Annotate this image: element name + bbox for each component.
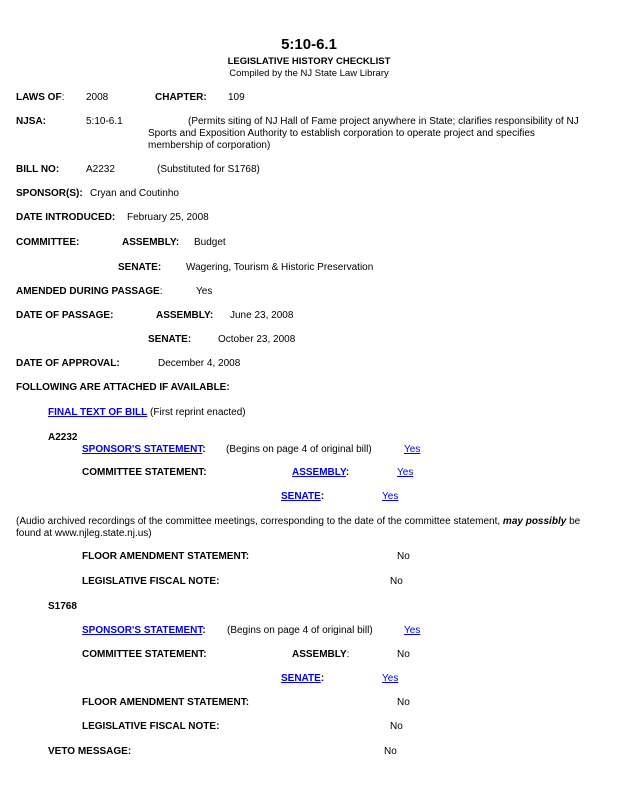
a2232-sponsor-statement-row: SPONSOR'S STATEMENT: bbox=[82, 444, 206, 455]
bill-no-note: (Substituted for S1768) bbox=[157, 164, 260, 175]
s1768-fiscal-label: LEGISLATIVE FISCAL NOTE: bbox=[82, 721, 220, 732]
a2232-assembly-yes[interactable]: Yes bbox=[397, 467, 414, 478]
a2232-floor-label: FLOOR AMENDMENT STATEMENT: bbox=[82, 551, 250, 562]
passage-label: DATE OF PASSAGE: bbox=[16, 310, 114, 321]
s1768-label: S1768 bbox=[48, 601, 77, 612]
s1768-committee-statement-label: COMMITTEE STATEMENT: bbox=[82, 649, 207, 660]
s1768-senate-row: SENATE: bbox=[281, 673, 325, 684]
s1768-sponsor-statement-note: (Begins on page 4 of original bill) bbox=[227, 625, 373, 636]
approval-value: December 4, 2008 bbox=[158, 358, 241, 369]
a2232-fiscal-value: No bbox=[390, 576, 403, 587]
audio-note-before: (Audio archived recordings of the committee meetings, corresponding to the date of the committee statement, bbox=[16, 516, 501, 527]
a2232-assembly-link[interactable]: ASSEMBLY bbox=[292, 467, 346, 478]
njsa-description: (Permits siting of NJ Hall of Fame project anywhere in State; clarifies responsibility of NJ Sports and Exposition Authority to establish corporation to operate project and specifies membership of corporation) bbox=[148, 116, 579, 151]
committee-senate-value: Wagering, Tourism & Historic Preservation bbox=[186, 262, 374, 273]
a2232-senate-link[interactable]: SENATE bbox=[281, 491, 321, 502]
veto-value: No bbox=[384, 746, 397, 757]
a2232-fiscal-label: LEGISLATIVE FISCAL NOTE: bbox=[82, 576, 220, 587]
attached-heading: FOLLOWING ARE ATTACHED IF AVAILABLE: bbox=[16, 382, 230, 393]
s1768-sponsor-statement-row: SPONSOR'S STATEMENT: bbox=[82, 625, 206, 636]
sponsors-value: Cryan and Coutinho bbox=[90, 188, 179, 199]
amended-label-text: AMENDED DURING PASSAGE bbox=[16, 286, 160, 297]
a2232-label: A2232 bbox=[48, 432, 78, 443]
passage-assembly-label: ASSEMBLY: bbox=[156, 310, 214, 321]
a2232-floor-value: No bbox=[397, 551, 410, 562]
a2232-assembly-row: ASSEMBLY: bbox=[292, 467, 350, 478]
a2232-committee-statement-label: COMMITTEE STATEMENT: bbox=[82, 467, 207, 478]
passage-senate-value: October 23, 2008 bbox=[218, 334, 296, 345]
s1768-floor-value: No bbox=[397, 697, 410, 708]
amended-label: AMENDED DURING PASSAGE: bbox=[16, 286, 163, 297]
date-introduced-label: DATE INTRODUCED: bbox=[16, 212, 116, 223]
s1768-sponsor-statement-yes[interactable]: Yes bbox=[404, 625, 421, 636]
approval-label: DATE OF APPROVAL: bbox=[16, 358, 120, 369]
s1768-assembly-row: ASSEMBLY: bbox=[292, 649, 350, 660]
audio-note-after: be found at www.njleg.state.nj.us) bbox=[16, 516, 581, 539]
a2232-sponsor-statement-yes[interactable]: Yes bbox=[404, 444, 421, 455]
passage-assembly-value: June 23, 2008 bbox=[230, 310, 294, 321]
s1768-senate-yes[interactable]: Yes bbox=[382, 673, 399, 684]
a2232-sponsor-statement-link[interactable]: SPONSOR'S STATEMENT bbox=[82, 444, 203, 455]
committee-assembly-value: Budget bbox=[194, 237, 226, 248]
bill-no-value: A2232 bbox=[86, 164, 115, 175]
chapter-label: CHAPTER: bbox=[155, 92, 207, 103]
final-text-row bbox=[48, 407, 246, 418]
checklist-heading: LEGISLATIVE HISTORY CHECKLIST bbox=[227, 56, 391, 67]
s1768-assembly-label: ASSEMBLY bbox=[292, 649, 347, 660]
committee-assembly-label: ASSEMBLY: bbox=[122, 237, 180, 248]
s1768-senate-link[interactable]: SENATE bbox=[281, 673, 321, 684]
sponsors-label: SPONSOR(S): bbox=[16, 188, 83, 199]
audio-note-emphasis: may possibly bbox=[502, 516, 567, 527]
s1768-floor-label: FLOOR AMENDMENT STATEMENT: bbox=[82, 697, 250, 708]
s1768-assembly-value: No bbox=[397, 649, 410, 660]
laws-of-value: 2008 bbox=[86, 92, 109, 103]
laws-of-label-text: LAWS OF bbox=[16, 92, 62, 103]
njsa-label: NJSA: bbox=[16, 116, 47, 127]
a2232-senate-row: SENATE: bbox=[281, 491, 325, 502]
veto-label: VETO MESSAGE: bbox=[48, 746, 132, 757]
bill-no-label: BILL NO: bbox=[16, 164, 60, 175]
final-text-note: (First reprint enacted) bbox=[150, 407, 246, 418]
committee-senate-label: SENATE: bbox=[118, 262, 162, 273]
page-title: 5:10-6.1 bbox=[281, 36, 337, 53]
amended-value: Yes bbox=[196, 286, 213, 297]
laws-of-label: LAWS OF: bbox=[16, 92, 65, 103]
compiled-by: Compiled by the NJ State Law Library bbox=[229, 68, 389, 79]
committee-label: COMMITTEE: bbox=[16, 237, 80, 248]
a2232-senate-yes[interactable]: Yes bbox=[382, 491, 399, 502]
audio-note bbox=[16, 516, 606, 540]
final-text-link[interactable]: FINAL TEXT OF BILL bbox=[48, 407, 148, 418]
passage-senate-label: SENATE: bbox=[148, 334, 192, 345]
date-introduced-value: February 25, 2008 bbox=[127, 212, 209, 223]
a2232-sponsor-statement-note: (Begins on page 4 of original bill) bbox=[226, 444, 372, 455]
s1768-fiscal-value: No bbox=[390, 721, 403, 732]
s1768-sponsor-statement-link[interactable]: SPONSOR'S STATEMENT bbox=[82, 625, 203, 636]
njsa-value: 5:10-6.1 bbox=[86, 116, 123, 127]
chapter-value: 109 bbox=[228, 92, 245, 103]
